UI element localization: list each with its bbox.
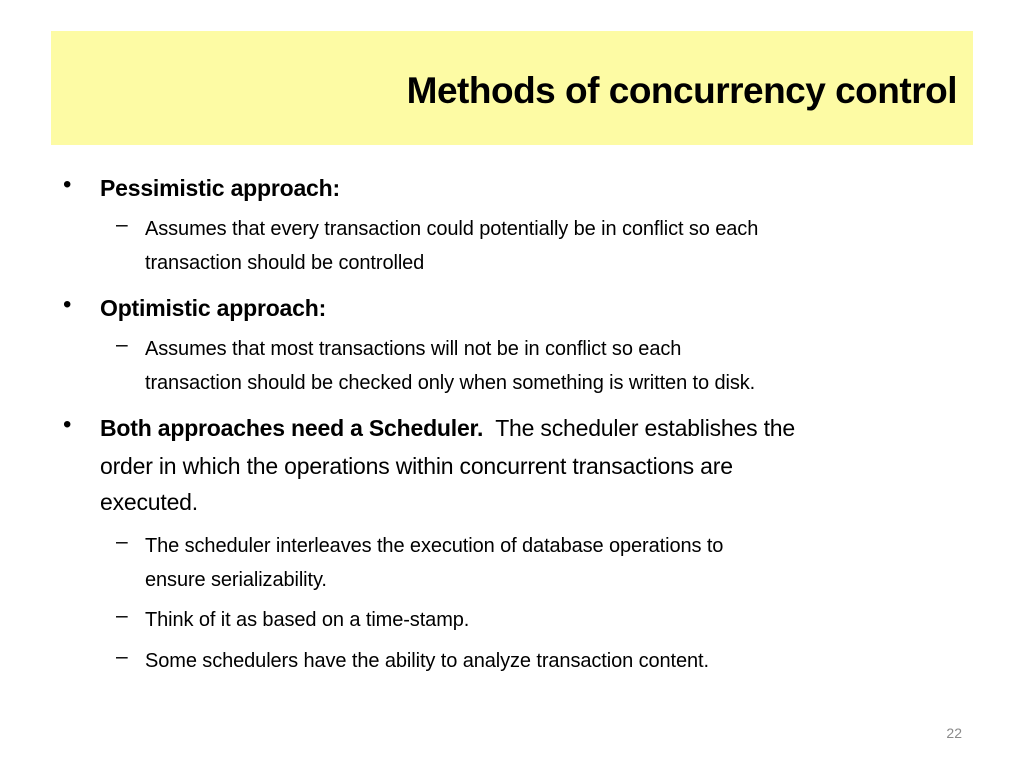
dash-marker: – [116,530,128,553]
bullet-text-line: executed. [100,489,198,515]
bullet-text: The scheduler establishes the [483,415,795,441]
dash-marker: – [116,604,128,627]
bullet-heading: Both approaches need a Scheduler. [100,415,484,441]
sub-item-line: transaction should be controlled [145,252,425,274]
sub-item-line: Some schedulers have the ability to analyze transaction content. [145,650,709,672]
dash-marker: – [116,213,128,236]
bullet-text-line: order in which the operations within concurrent transactions are [100,453,733,479]
page-number: 22 [946,725,962,741]
sub-item-line: Assumes that every transaction could potentially be in conflict so each [145,218,759,240]
dash-marker: – [116,333,128,356]
bullet-item-pessimistic [100,170,340,206]
sub-item-line: transaction should be checked only when something is written to disk. [145,372,756,394]
bullet-heading: Optimistic approach: [100,295,327,321]
sub-item-line: Assumes that most transactions will not be in conflict so each [145,338,682,360]
bullet-heading: Pessimistic approach: [100,175,340,201]
dash-marker: – [116,645,128,668]
bullet-marker: • [63,291,72,318]
sub-item-line: The scheduler interleaves the execution of database operations to [145,535,724,557]
sub-item-line: ensure serializability. [145,569,327,591]
bullet-marker: • [63,411,72,438]
slide-title: Methods of concurrency control [406,70,957,111]
sub-item-line: Think of it as based on a time-stamp. [145,609,470,631]
bullet-item-optimistic [100,290,326,326]
bullet-item-scheduler [100,410,795,446]
bullet-marker: • [63,171,72,198]
